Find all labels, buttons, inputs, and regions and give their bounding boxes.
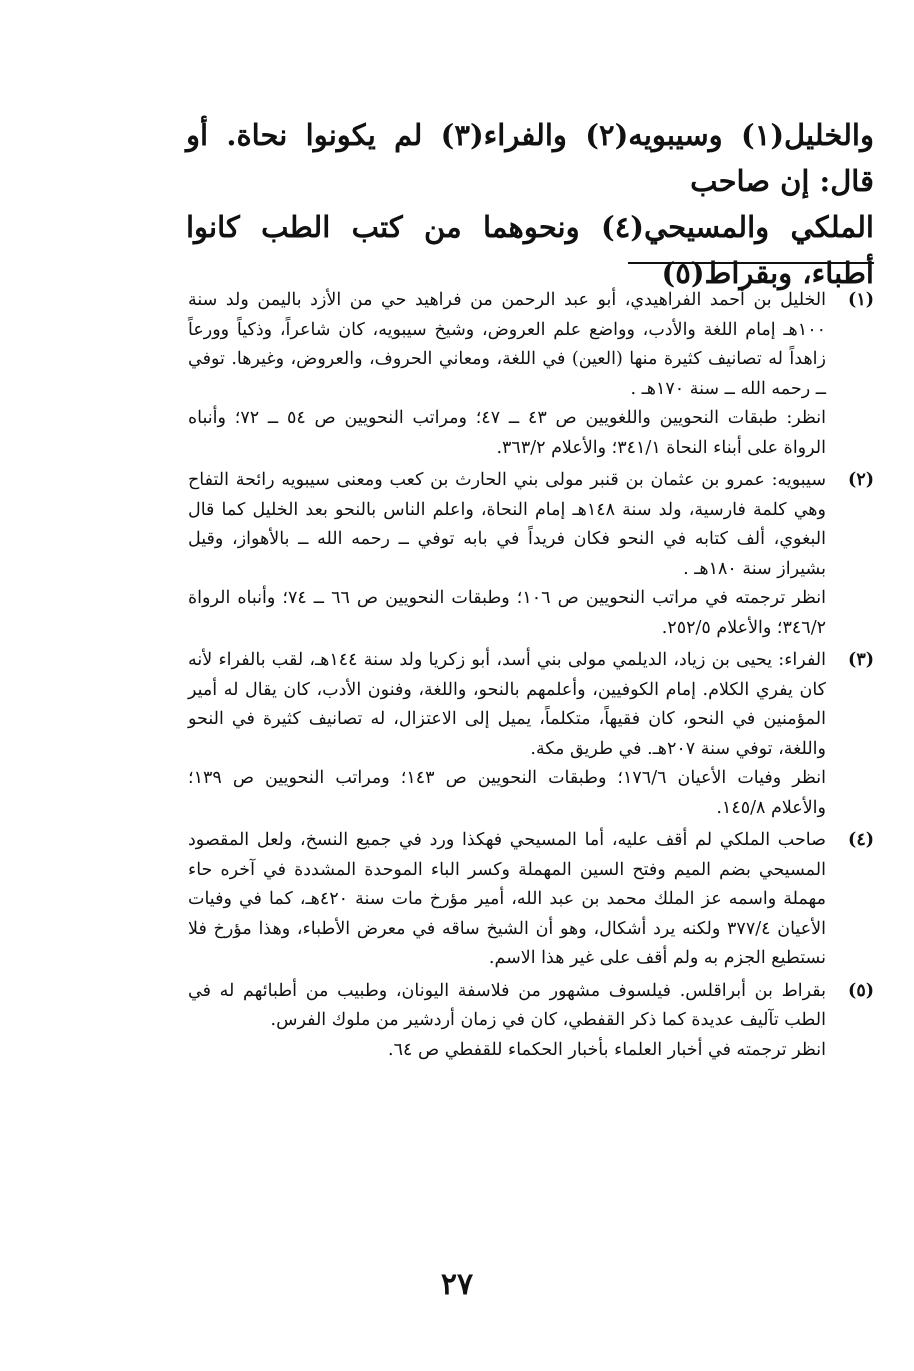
footnote-paragraph: الفراء: يحيى بن زياد، الديلمي مولى بني أسد، أبو زكريا ولد سنة ١٤٤هـ، لقب بالفراء لأنه كان يفري الكلام. إمام الكوفيين، وأعلمهم بالنحو، واللغة، وفنون الأدب، كان يقال له أمير المؤمنين في النحو، كان فقيهاً، متكلماً، يميل إلى الاعتزال، له تصانيف كثيرة في النحو واللغة، توفي سنة ٢٠٧هـ. في طريق مكة. [188,650,826,759]
footnote-body [188,826,826,974]
footnote-1 [188,286,874,463]
footnote-paragraph: انظر: طبقات النحويين واللغويين ص ٤٣ ــ ٤٧؛ ومراتب النحويين ص ٥٤ ــ ٧٢؛ وأنباه الرواة على أبناء النحاة ٣٤١/١؛ والأعلام ٣٦٣/٢. [188,408,826,458]
footnote-paragraph: انظر ترجمته في مراتب النحويين ص ١٠٦؛ وطبقات النحويين ص ٦٦ ــ ٧٤؛ وأنباه الرواة ٣٤٦/٢؛ والأعلام ٢٥٢/٥. [188,588,826,638]
footnote-body [188,977,826,1066]
footnote-5 [188,977,874,1066]
footnotes [188,286,874,1068]
main-text-line: الملكي والمسيحي(٤) ونحوهما من كتب الطب كانوا أطباء، وبقراط(٥) [186,210,874,290]
footnote-paragraph: صاحب الملكي لم أقف عليه، أما المسيحي فهكذا ورد في جميع النسخ، ولعل المقصود المسيحي بضم الميم وفتح السين المهملة وكسر الباء الموحدة المشددة في آخره حاء مهملة واسمه عز الملك محمد بن عبد الله، أمير مؤرخ مات سنة ٤٢٠هـ، كما في وفيات الأعيان ٣٧٧/٤ ولكنه يرد أشكال، وهو أن الشيخ ساقه في معرض الأطباء، وهذا مؤرخ فلا نستطيع الجزم به ولم أقف على غير هذا الاسم. [188,830,827,968]
footnote-3 [188,646,874,823]
footnote-2 [188,466,874,643]
footnote-body [188,286,826,463]
footnote-number: (١) [848,290,874,310]
footnote-paragraph: بقراط بن أبراقلس. فيلسوف مشهور من فلاسفة اليونان، وطبيب من أطبائهم له في الطب تآليف عديدة كما ذكر القفطي، كان في زمان أردشير من ملوك الفرس. [188,980,826,1030]
footnote-body [188,466,826,643]
footnote-number: (٢) [848,470,874,490]
footnote-paragraph: سيبويه: عمرو بن عثمان بن قنبر مولى بني الحارث بن كعب ومعنى سيبويه رائحة التفاح وهي كلمة فارسية، ولد سنة ١٤٨هـ إمام النحاة، واعلم الناس بالنحو بعد الخليل كما قال البغوي، ألف كتابه في النحو فكان فريداً في بابه توفي ــ رحمه الله ــ بالأهواز، وقيل بشيراز سنة ١٨٠هـ . [188,470,826,579]
footnote-number: (٥) [848,980,874,1001]
footnote-number: (٤) [848,830,874,850]
footnote-paragraph: انظر ترجمته في أخبار العلماء بأخبار الحكماء للقفطي ص ٦٤. [388,1039,826,1060]
main-text-line: والخليل(١) وسيبويه(٢) والفراء(٣) لم يكونوا نحاة. أو قال: إن صاحب [186,118,874,198]
footnote-paragraph: انظر وفيات الأعيان ١٧٦/٦؛ وطبقات النحويين ص ١٤٣؛ ومراتب النحويين ص ١٣٩؛ والأعلام ١٤٥/٨. [188,768,826,818]
footnote-separator [628,262,874,264]
footnote-paragraph: الخليل بن أحمد الفراهيدي، أبو عبد الرحمن من فراهيد حي من الأزد باليمن ولد سنة ١٠٠هـ إمام اللغة والأدب، وواضع علم العروض، وشيخ سيبويه، كان شاعراً، وذكياً وورعاً زاهداً له تصانيف كثيرة منها (العين) في اللغة، ومعاني الحروف، والعروض، وغيرها. توفي ــ رحمه الله ــ سنة ١٧٠هـ . [188,290,826,399]
footnote-body [188,646,826,823]
main-text [186,112,874,296]
footnote-4 [188,826,874,974]
footnote-number: (٣) [848,650,874,670]
page-number: ٢٧ [440,1267,474,1302]
